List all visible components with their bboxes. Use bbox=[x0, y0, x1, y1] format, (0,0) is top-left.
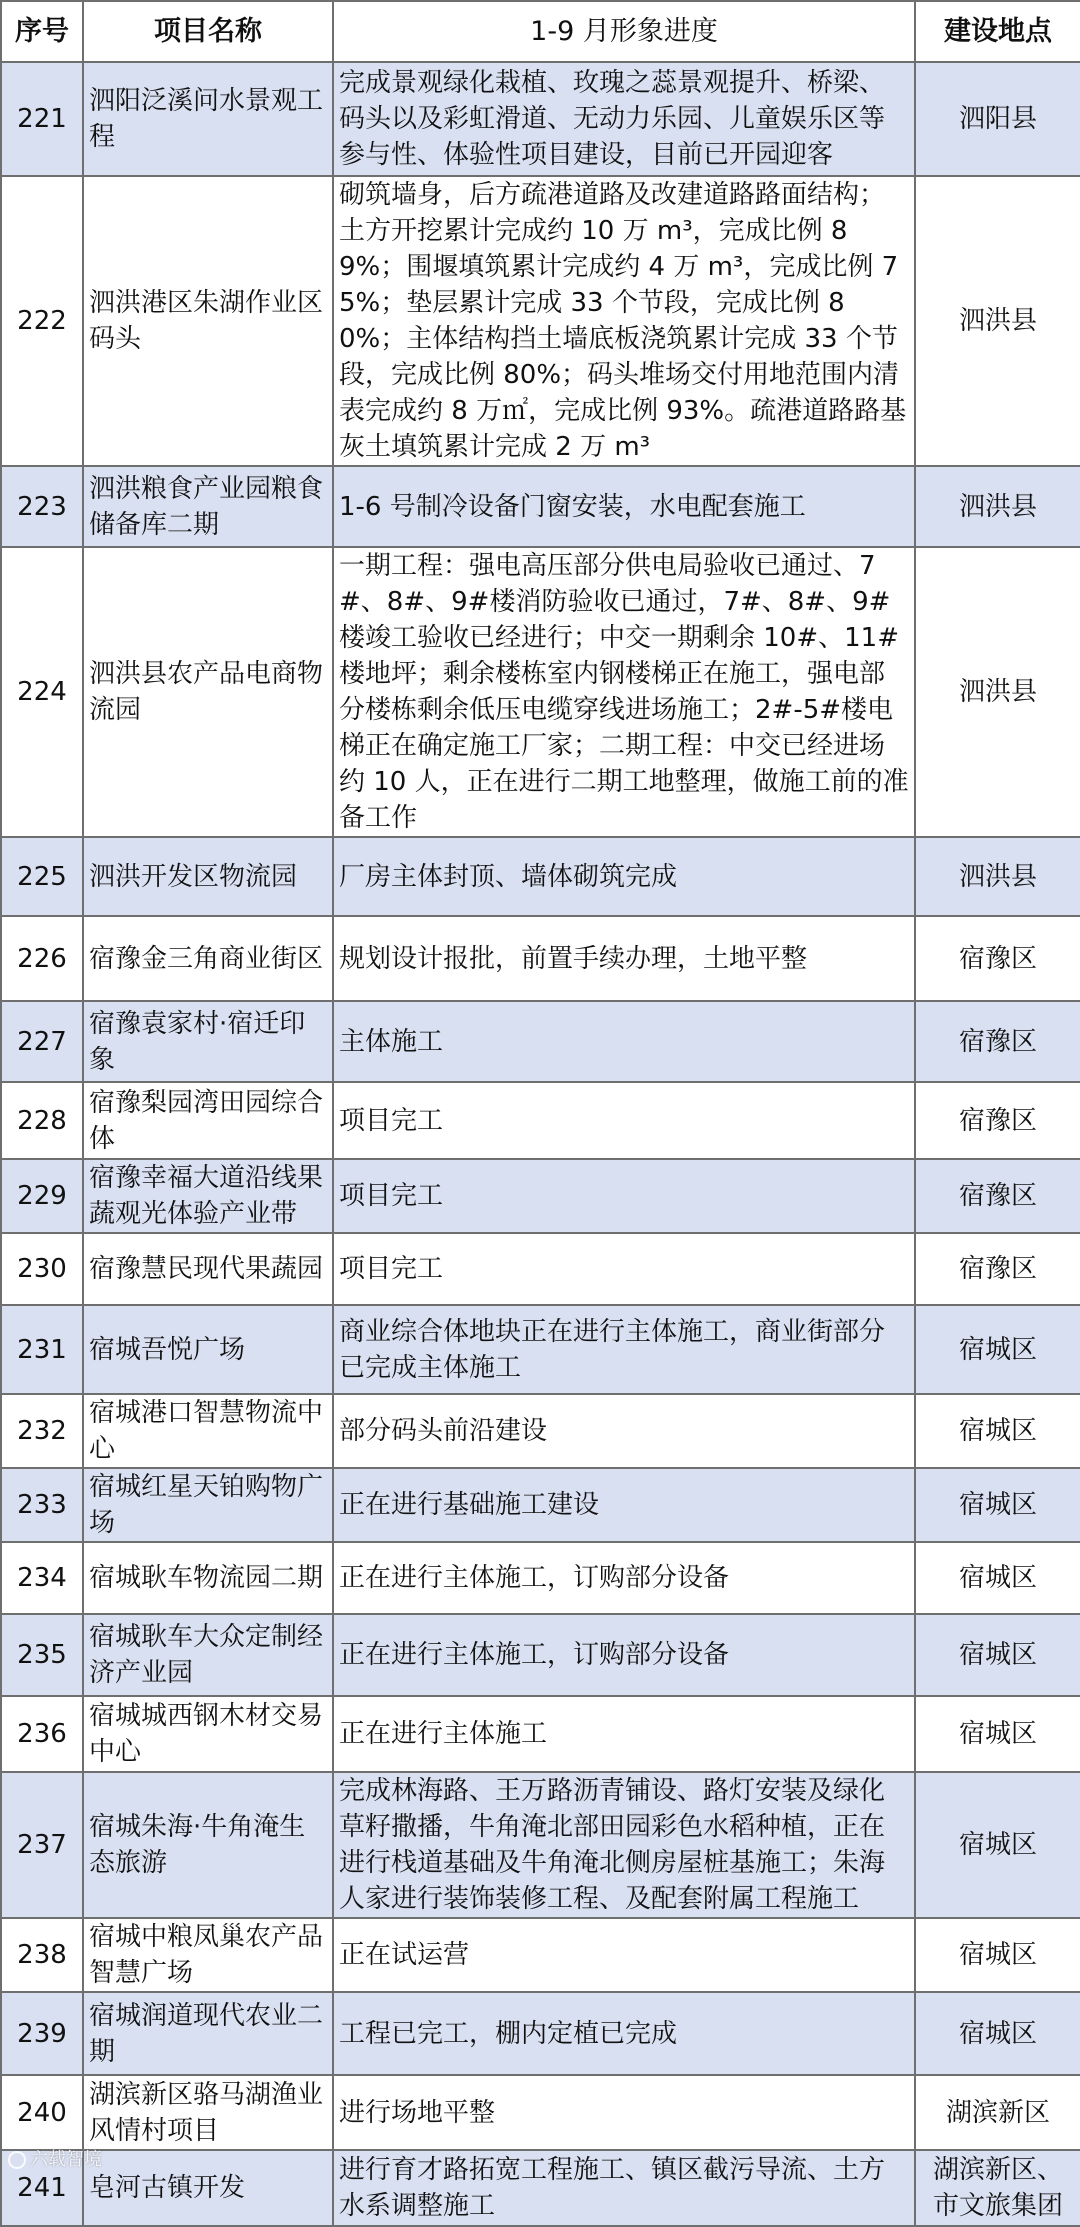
table-row bbox=[1, 1305, 1080, 1394]
table-row bbox=[1, 1772, 1080, 1918]
table-header-row bbox=[1, 1, 1080, 62]
row-location: 宿豫区 bbox=[915, 1082, 1080, 1159]
row-progress: 正在进行基础施工建设 bbox=[333, 1468, 915, 1542]
table-body bbox=[1, 62, 1080, 2226]
row-name: 宿城中粮凤巢农产品智慧广场 bbox=[83, 1918, 333, 1992]
watermark bbox=[8, 2148, 102, 2172]
row-no: 231 bbox=[1, 1305, 83, 1394]
row-location: 宿豫区 bbox=[915, 1233, 1080, 1305]
table-row bbox=[1, 1542, 1080, 1614]
row-location: 宿城区 bbox=[915, 1696, 1080, 1772]
row-name: 宿城润道现代农业二期 bbox=[83, 1992, 333, 2075]
row-no: 238 bbox=[1, 1918, 83, 1992]
row-location: 宿城区 bbox=[915, 1468, 1080, 1542]
row-progress: 1-6 号制冷设备门窗安装，水电配套施工 bbox=[333, 466, 915, 547]
row-no: 227 bbox=[1, 1001, 83, 1082]
row-location: 泗洪县 bbox=[915, 466, 1080, 547]
row-location: 泗阳县 bbox=[915, 62, 1080, 176]
table-row bbox=[1, 466, 1080, 547]
row-progress: 商业综合体地块正在进行主体施工，商业街部分已完成主体施工 bbox=[333, 1305, 915, 1394]
row-name: 宿城城西钢木材交易中心 bbox=[83, 1696, 333, 1772]
row-no: 221 bbox=[1, 62, 83, 176]
table-row bbox=[1, 2075, 1080, 2150]
row-no: 239 bbox=[1, 1992, 83, 2075]
row-name: 泗阳泛溪问水景观工程 bbox=[83, 62, 333, 176]
row-no: 233 bbox=[1, 1468, 83, 1542]
row-progress: 项目完工 bbox=[333, 1082, 915, 1159]
row-name: 宿城朱海·牛角淹生态旅游 bbox=[83, 1772, 333, 1918]
row-name: 泗洪粮食产业园粮食储备库二期 bbox=[83, 466, 333, 547]
row-progress: 厂房主体封顶、墙体砌筑完成 bbox=[333, 837, 915, 916]
table-row bbox=[1, 1233, 1080, 1305]
header-progress: 1-9 月形象进度 bbox=[333, 1, 915, 62]
row-location: 宿城区 bbox=[915, 1614, 1080, 1696]
header-no: 序号 bbox=[1, 1, 83, 62]
header-location: 建设地点 bbox=[915, 1, 1080, 62]
row-location: 宿城区 bbox=[915, 1772, 1080, 1918]
row-name: 宿城吾悦广场 bbox=[83, 1305, 333, 1394]
row-progress: 主体施工 bbox=[333, 1001, 915, 1082]
table-row bbox=[1, 1082, 1080, 1159]
row-progress: 完成林海路、王万路沥青铺设、路灯安装及绿化草籽撒播，牛角淹北部田园彩色水稻种植，正在进行栈道基础及牛角淹北侧房屋桩基施工；朱海人家进行装饰装修工程、及配套附属工程施工 bbox=[333, 1772, 915, 1918]
row-no: 230 bbox=[1, 1233, 83, 1305]
row-name: 宿豫梨园湾田园综合体 bbox=[83, 1082, 333, 1159]
row-progress: 项目完工 bbox=[333, 1159, 915, 1233]
row-progress: 进行场地平整 bbox=[333, 2075, 915, 2150]
table-row bbox=[1, 1159, 1080, 1233]
table-row bbox=[1, 837, 1080, 916]
row-no: 232 bbox=[1, 1394, 83, 1468]
table-row bbox=[1, 2150, 1080, 2226]
row-location: 宿豫区 bbox=[915, 916, 1080, 1001]
table-row bbox=[1, 1696, 1080, 1772]
row-name: 宿城港口智慧物流中心 bbox=[83, 1394, 333, 1468]
row-location: 宿城区 bbox=[915, 1918, 1080, 1992]
table-row bbox=[1, 1992, 1080, 2075]
row-progress: 进行育才路拓宽工程施工、镇区截污导流、土方水系调整施工 bbox=[333, 2150, 915, 2226]
row-progress: 项目完工 bbox=[333, 1233, 915, 1305]
row-progress: 一期工程：强电高压部分供电局验收已通过、7#、8#、9#楼消防验收已通过，7#、8#、9#楼竣工验收已经进行；中交一期剩余 10#、11#楼地坪；剩余楼栋室内钢楼梯正在施工，强电部分楼栋剩余低压电缆穿线进场施工；2#-5#楼电梯正在确定施工厂家；二期工程：中交已经进场约 10 人，正在进行二期工地整理，做施工前的准备工作 bbox=[333, 547, 915, 837]
row-progress: 工程已完工，棚内定植已完成 bbox=[333, 1992, 915, 2075]
row-no: 225 bbox=[1, 837, 83, 916]
row-location: 湖滨新区 bbox=[915, 2075, 1080, 2150]
row-name: 泗洪港区朱湖作业区码头 bbox=[83, 176, 333, 466]
row-location: 宿城区 bbox=[915, 1305, 1080, 1394]
row-progress: 正在试运营 bbox=[333, 1918, 915, 1992]
row-no: 235 bbox=[1, 1614, 83, 1696]
row-no: 237 bbox=[1, 1772, 83, 1918]
row-name: 宿豫幸福大道沿线果蔬观光体验产业带 bbox=[83, 1159, 333, 1233]
row-progress: 部分码头前沿建设 bbox=[333, 1394, 915, 1468]
row-no: 222 bbox=[1, 176, 83, 466]
row-location: 宿豫区 bbox=[915, 1001, 1080, 1082]
row-no: 234 bbox=[1, 1542, 83, 1614]
row-no: 241 bbox=[1, 2150, 83, 2226]
row-name: 皂河古镇开发 bbox=[83, 2150, 333, 2226]
table-row bbox=[1, 1468, 1080, 1542]
row-progress: 正在进行主体施工，订购部分设备 bbox=[333, 1614, 915, 1696]
row-location: 湖滨新区、市文旅集团 bbox=[915, 2150, 1080, 2226]
row-location: 泗洪县 bbox=[915, 176, 1080, 466]
row-progress: 完成景观绿化栽植、玫瑰之蕊景观提升、桥梁、码头以及彩虹滑道、无动力乐园、儿童娱乐区等参与性、体验性项目建设，目前已开园迎客 bbox=[333, 62, 915, 176]
row-name: 泗洪开发区物流园 bbox=[83, 837, 333, 916]
row-no: 223 bbox=[1, 466, 83, 547]
row-location: 宿豫区 bbox=[915, 1159, 1080, 1233]
row-location: 宿城区 bbox=[915, 1992, 1080, 2075]
row-progress: 正在进行主体施工，订购部分设备 bbox=[333, 1542, 915, 1614]
row-name: 宿城耿车大众定制经济产业园 bbox=[83, 1614, 333, 1696]
watermark-text: 六载智境 bbox=[30, 2149, 102, 2170]
row-name: 宿城耿车物流园二期 bbox=[83, 1542, 333, 1614]
row-no: 228 bbox=[1, 1082, 83, 1159]
row-no: 236 bbox=[1, 1696, 83, 1772]
table-row bbox=[1, 176, 1080, 466]
camera-icon bbox=[8, 2151, 26, 2169]
table-row bbox=[1, 1001, 1080, 1082]
row-progress: 砌筑墙身，后方疏港道路及改建道路路面结构；土方开挖累计完成约 10 万 m³，完成比例 89%；围堰填筑累计完成约 4 万 m³，完成比例 75%；垫层累计完成 33 个节段，完成比例 80%；主体结构挡土墙底板浇筑累计完成 33 个节段，完成比例 80%；码头堆场交付用地范围内清表完成约 8 万㎡，完成比例 93%。疏港道路路基灰土填筑累计完成 2 万 m³ bbox=[333, 176, 915, 466]
table-row bbox=[1, 916, 1080, 1001]
table-row bbox=[1, 1394, 1080, 1468]
table-row bbox=[1, 547, 1080, 837]
row-name: 宿豫慧民现代果蔬园 bbox=[83, 1233, 333, 1305]
table-row bbox=[1, 1918, 1080, 1992]
row-location: 泗洪县 bbox=[915, 837, 1080, 916]
row-no: 229 bbox=[1, 1159, 83, 1233]
row-name: 泗洪县农产品电商物流园 bbox=[83, 547, 333, 837]
row-no: 224 bbox=[1, 547, 83, 837]
row-location: 泗洪县 bbox=[915, 547, 1080, 837]
row-name: 宿豫袁家村·宿迁印象 bbox=[83, 1001, 333, 1082]
row-location: 宿城区 bbox=[915, 1394, 1080, 1468]
row-name: 湖滨新区骆马湖渔业风情村项目 bbox=[83, 2075, 333, 2150]
row-name: 宿豫金三角商业街区 bbox=[83, 916, 333, 1001]
table-row bbox=[1, 1614, 1080, 1696]
row-no: 226 bbox=[1, 916, 83, 1001]
row-progress: 正在进行主体施工 bbox=[333, 1696, 915, 1772]
header-name: 项目名称 bbox=[83, 1, 333, 62]
table-row bbox=[1, 62, 1080, 176]
row-progress: 规划设计报批，前置手续办理，土地平整 bbox=[333, 916, 915, 1001]
row-name: 宿城红星天铂购物广场 bbox=[83, 1468, 333, 1542]
row-location: 宿城区 bbox=[915, 1542, 1080, 1614]
row-no: 240 bbox=[1, 2075, 83, 2150]
